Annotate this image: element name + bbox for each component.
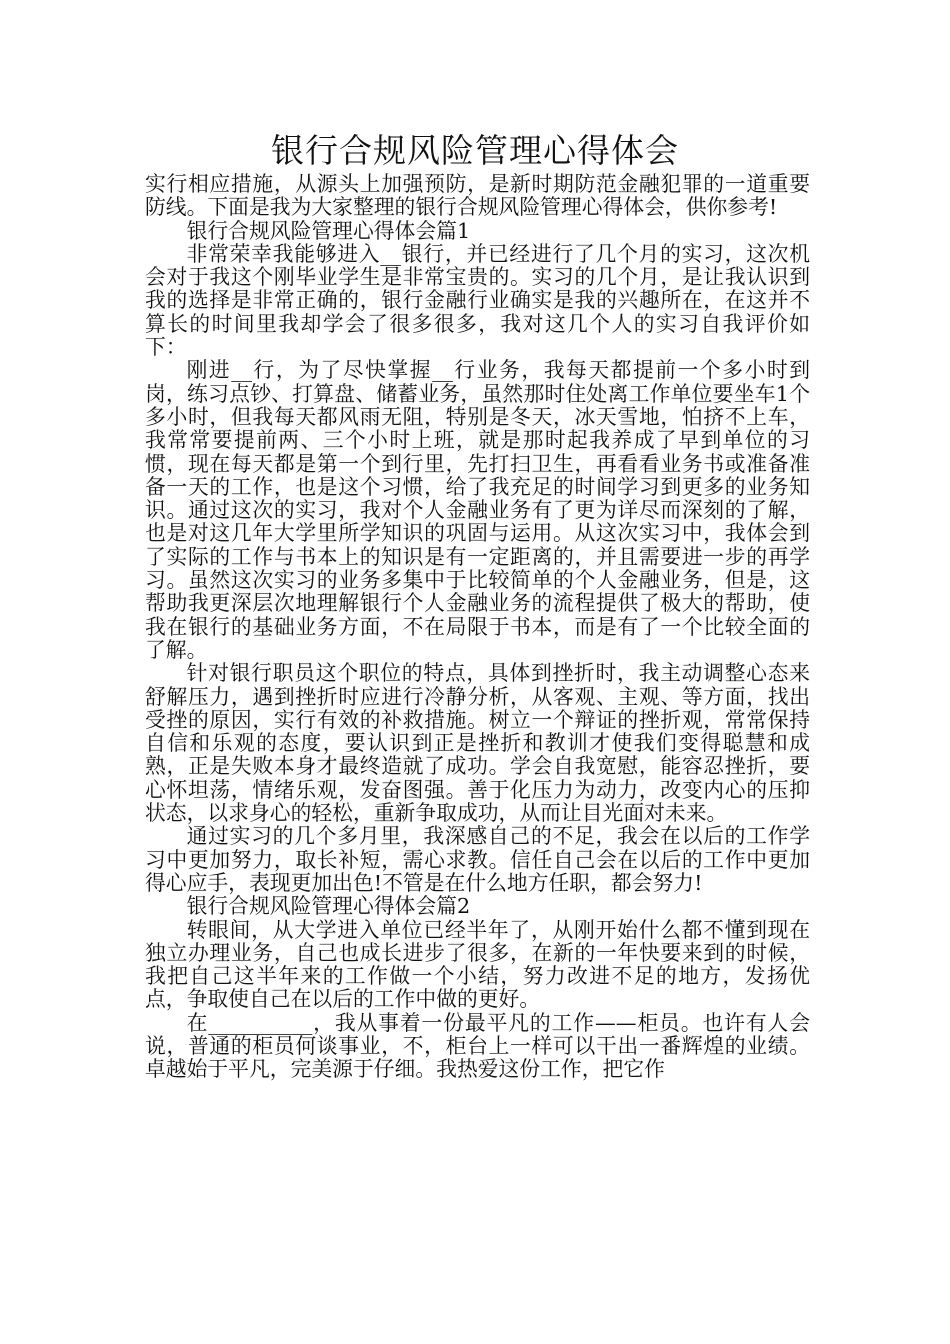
paragraph: 在__________，我从事着一份最平凡的工作——柜员。也许有人会说，普通的柜员何谈事业，不，柜台上一样可以干出一番辉煌的业绩。卓越始于平凡，完美源于仔细。我热爱这份工作，把它作 xyxy=(145,1010,810,1082)
document-body xyxy=(145,173,810,1082)
paragraph: 转眼间，从大学进入单位已经半年了，从刚开始什么都不懂到现在独立办理业务，自己也成长进步了很多，在新的一年快要来到的时候，我把自己这半年来的工作做一个小结，努力改进不足的地方，发扬优点，争取使自己在以后的工作中做的更好。 xyxy=(145,917,810,1012)
paragraph: 刚进__行，为了尽快掌握__行业务，我每天都提前一个多小时到岗，练习点钞、打算盘、储蓄业务，虽然那时住处离工作单位要坐车1个多小时，但我每天都风雨无阻，特别是冬天，冰天雪地，怕挤不上车，我常常要提前两、三个小时上班，就是那时起我养成了早到单位的习惯，现在每天都是第一个到行里，先打扫卫生，再看看业务书或准备准备一天的工作，也是这个习惯，给了我充足的时间学习到更多的业务知识。通过这次的实习，我对个人金融业务有了更为详尽而深刻的了解，也是对这几年大学里所学知识的巩固与运用。从这次实习中，我体会到了实际的工作与书本上的知识是有一定距离的，并且需要进一步的再学习。虽然这次实习的业务多集中于比较简单的个人金融业务，但是，这帮助我更深层次地理解银行个人金融业务的流程提供了极大的帮助，使我在银行的基础业务方面，不在局限于书本，而是有了一个比较全面的了解。 xyxy=(145,358,810,662)
paragraph-intro: 实行相应措施，从源头上加强预防，是新时期防范金融犯罪的一道重要防线。下面是我为大家整理的银行合规风险管理心得体会，供你参考! xyxy=(145,172,810,220)
paragraph: 通过实习的几个多月里，我深感自己的不足，我会在以后的工作学习中更加努力，取长补短，需心求教。信任自己会在以后的工作中更加得心应手，表现更加出色!不管是在什么地方任职，都会努力! xyxy=(145,824,810,895)
paragraph: 非常荣幸我能够进入__银行，并已经进行了几个月的实习，这次机会对于我这个刚毕业学生是非常宝贵的。实习的几个月，是让我认识到我的选择是非常正确的，银行金融行业确实是我的兴趣所在，在这并不算长的时间里我却学会了很多很多，我对这几个人的实习自我评价如下： xyxy=(145,241,810,360)
paragraph: 针对银行职员这个职位的特点，具体到挫折时，我主动调整心态来舒解压力，遇到挫折时应进行冷静分析，从客观、主观、等方面，找出受挫的原因，实行有效的补救措施。树立一个辩证的挫折观，常常保持自信和乐观的态度，要认识到正是挫折和教训才使我们变得聪慧和成熟，正是失败本身才最终造就了成功。学会自我宽慰，能容忍挫折，要心怀坦荡，情绪乐观，发奋图强。善于化压力为动力，改变内心的压抑状态，以求身心的轻松，重新争取成功，从而让目光面对未来。 xyxy=(145,661,810,826)
section-heading-1: 银行合规风险管理心得体会篇1 xyxy=(186,218,471,243)
section-heading-2: 银行合规风险管理心得体会篇2 xyxy=(186,894,471,919)
document-title: 银行合规风险管理心得体会 xyxy=(271,131,679,170)
